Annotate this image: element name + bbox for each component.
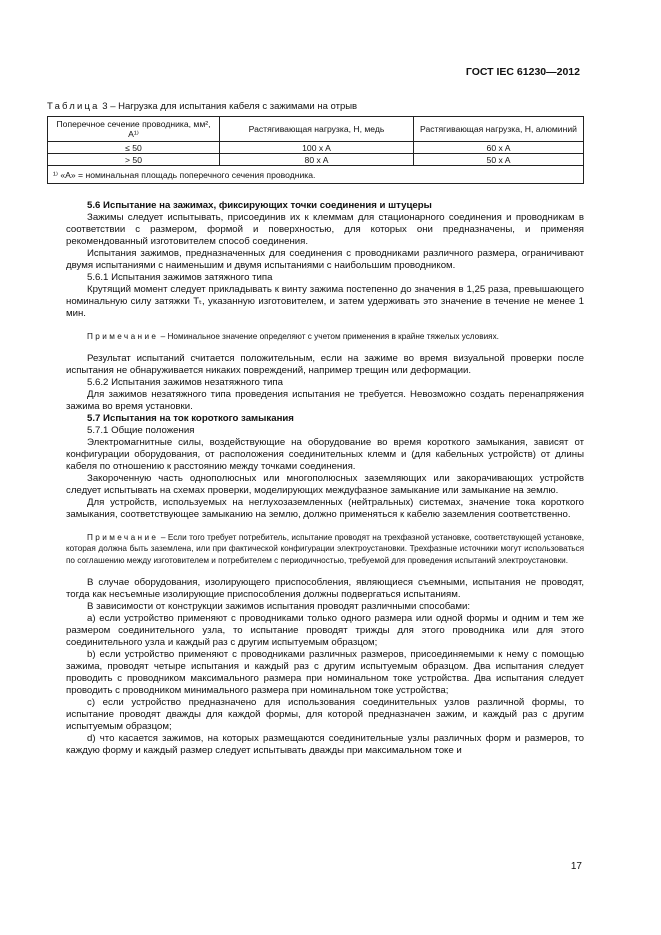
note-label: Примечание	[87, 533, 159, 543]
spacer	[66, 320, 584, 331]
body-text	[66, 200, 584, 757]
table-cell: > 50	[48, 154, 220, 166]
paragraph: В зависимости от конструкции зажимов испытания проводят различными способами:	[87, 600, 471, 612]
paragraph: Закороченную часть однополюсных или многополюсных заземляющих или закорачивающих устройств следует испытывать на схемах проверки, моделирующих междуфазное замыкание или замыкание на землю.	[66, 473, 584, 497]
table-row	[48, 154, 584, 166]
table-footnote-row	[48, 166, 584, 184]
table-row	[48, 142, 584, 154]
table-cell: 60 x A	[414, 142, 584, 154]
paragraph: Испытания зажимов, предназначенных для соединения с проводниками различного размера, ограничивают двумя испытаниями с наименьшим и двумя испытаниями с наибольшим проводником.	[66, 248, 584, 271]
list-item-d: d) что касается зажимов, на которых размещаются соединительные узлы различных форм и размеров, то каждую форму и каждый размер следует испытывать дважды при максимальном токе и	[66, 732, 584, 756]
subsection-heading-5-7-1: 5.7.1 Общие положения	[87, 425, 195, 437]
table-cell: ≤ 50	[48, 142, 220, 154]
table-header-cell: Растягивающая нагрузка, Н, медь	[220, 117, 414, 142]
section-heading-5-7: 5.7 Испытания на ток короткого замыкания	[87, 413, 294, 425]
note-paragraph	[66, 331, 584, 342]
list-item-b: b) если устройство применяют с проводниками различных размеров, присоединяемыми к нему с помощью зажима, проводят четыре испытания и каждый раз с другим испытуемым образцом. Два испытания следует проводить с проводником максимального размера при номинальном токе устройства. Два испытания следует проводить с проводником минимального размера при номинальном токе устройства;	[66, 648, 584, 696]
paragraph: Электромагнитные силы, воздействующие на оборудование во время короткого замыкания, зависят от конфигурации оборудования, от расположения соединительных клемм и (для кабельных устройств) от длины кабеля по отношению к расстоянию между точками соединения.	[66, 437, 584, 473]
table-footnote: ¹⁾ «А» = номинальная площадь поперечного сечения проводника.	[48, 166, 584, 184]
document-header-code: ГОСТ IEC 61230—2012	[465, 66, 580, 78]
page-number: 17	[570, 861, 582, 872]
load-table	[47, 116, 584, 184]
table-caption-word: Таблица	[47, 101, 100, 112]
paragraph: Крутящий момент следует прикладывать к винту зажима постепенно до значения в 1,25 раза, превышающего номинальную силу затяжки Тₜ, указанную изготовителем, и затем удерживать это значение в течение не менее 1 мин.	[66, 284, 584, 319]
table-cell: 50 x A	[414, 154, 584, 166]
subsection-heading-5-6-1: 5.6.1 Испытания зажимов затяжного типа	[87, 272, 273, 283]
subsection-heading-5-6-2: 5.6.2 Испытания зажимов незатяжного типа	[87, 377, 283, 389]
paragraph: Для устройств, используемых на неглухозаземленных (нейтральных) системах, значение тока короткого замыкания, соответствующее замыканию на землю, должно применяться к кабелю заземления соответственно.	[66, 497, 584, 521]
paragraph: Результат испытаний считается положительным, если на зажиме во время визуальной проверки после испытания не обнаруживается никаких повреждений, например трещин или деформации.	[66, 353, 584, 377]
table-header-cell: Поперечное сечение проводника, мм², А¹⁾	[48, 117, 220, 142]
paragraph: В случае оборудования, изолирующего приспособления, являющиеся съемными, испытания не проводят, тогда как несъемные изолирующие приспособления должны подвергаться испытаниям.	[66, 576, 584, 600]
spacer	[66, 342, 584, 353]
list-item-c: c) если устройство предназначено для использования соединительных узлов различной формы, то испытание проводят дважды для каждой формы, для которой предназначен зажим, и каждый раз с другим испытуемым образцом;	[66, 696, 584, 732]
table-caption	[47, 101, 357, 112]
list-item-a: а) если устройство применяют с проводниками только одного размера или одной формы и одним и тем же размером соединительного узла, то испытание проводят трижды для этого проводника или для этого соединительного узла и каждый раз с другим испытуемым образцом;	[66, 612, 584, 648]
note-text: – Если того требует потребитель, испытание проводят на трехфазной установке, соответствующей установке, которая должна быть заземлена, или при фактической конфигурации электроустановки. Трехфазные источники могут использоваться по соглашению между изготовителем и потребителем с периодичностью, требуемой для проведения испытаний электроустановки.	[66, 533, 584, 565]
spacer	[66, 521, 584, 532]
paragraph: Зажимы следует испытывать, присоединив их к клеммам для стационарного соединения и проводникам в соответствии с размером, формой и поверхностью, для которых они предназначены, и применяя рекомендованный изготовителем способ соединения.	[66, 212, 584, 247]
table-caption-text: 3 – Нагрузка для испытания кабеля с зажимами на отрыв	[99, 101, 358, 112]
spacer	[66, 566, 584, 577]
note-paragraph	[66, 532, 584, 566]
table-header-cell: Растягивающая нагрузка, Н, алюминий	[414, 117, 584, 142]
note-text: – Номинальное значение определяют с учетом применения в крайне тяжелых условиях.	[158, 332, 499, 341]
note-label: Примечание	[87, 332, 159, 341]
section-heading-5-6: 5.6 Испытание на зажимах, фиксирующих точки соединения и штуцеры	[87, 200, 432, 211]
table-header-row	[48, 117, 584, 142]
table-cell: 80 x A	[220, 154, 414, 166]
table-cell: 100 x A	[220, 142, 414, 154]
paragraph: Для зажимов незатяжного типа проведения испытания не требуется. Невозможно создать перенапряжения зажима во время установки.	[66, 389, 584, 413]
